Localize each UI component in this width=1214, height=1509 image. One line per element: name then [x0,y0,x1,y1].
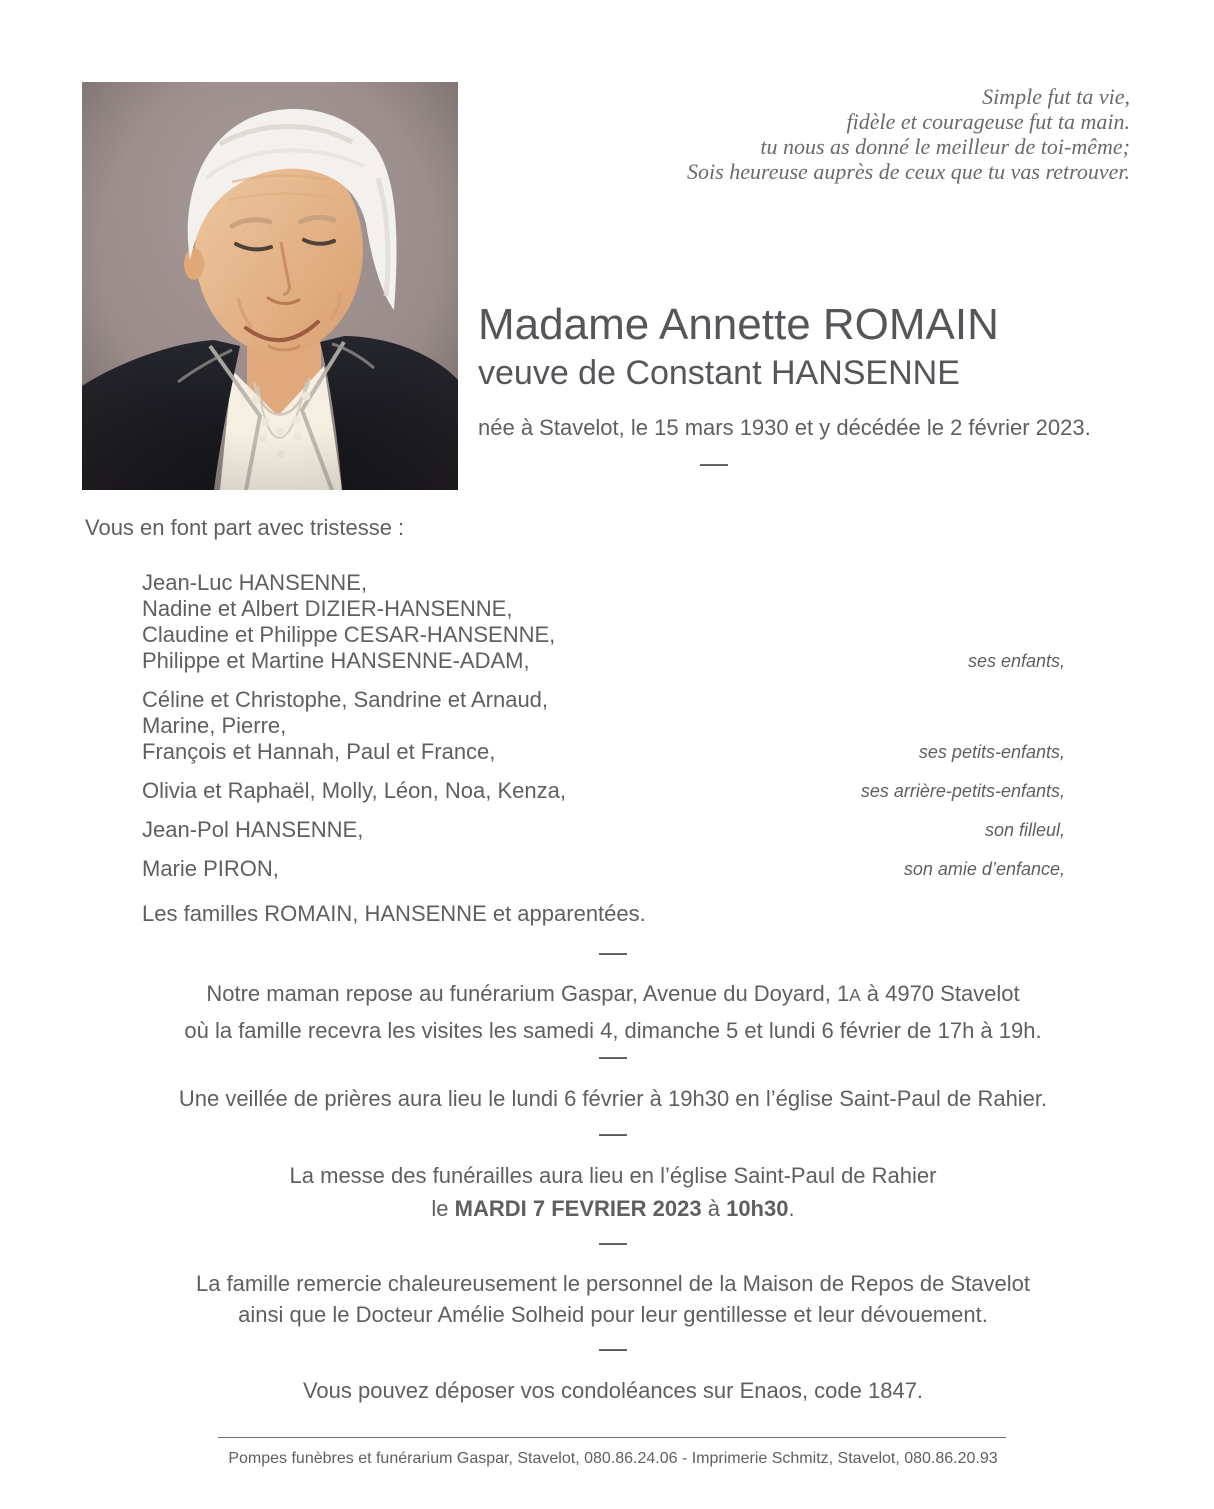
repose-smallcap: A [849,985,861,1005]
repose-line1 [6,981,1214,1008]
family-line: Marine, Pierre, [142,713,287,738]
relation-label: ses petits-enfants, [918,742,1065,762]
family-line: Philippe et Martine HANSENNE-ADAM, [142,648,530,673]
family-line: Nadine et Albert DIZIER-HANSENNE, [142,596,513,621]
messe-line1: La messe des funérailles aura lieu en l’église Saint-Paul de Rahier [289,1163,937,1188]
family-line: Céline et Christophe, Sandrine et Arnaud, [142,687,549,712]
repose-text: Notre maman repose au funérarium Gaspar, Avenue du Doyard, 1 [206,981,850,1006]
family-group-godson [142,817,1065,843]
epitaph [687,84,1130,184]
separator-dash: — [599,1332,627,1363]
family-group-children [142,570,1065,674]
families-line: Les familles ROMAIN, HANSENNE et apparentées. [142,901,646,926]
family-line: Claudine et Philippe CESAR-HANSENNE, [142,622,556,647]
photo-vignette [82,82,458,490]
family-line: François et Hannah, Paul et France, [142,739,496,764]
relation-label: son amie d’enfance, [903,859,1065,879]
footer-text: Pompes funèbres et funérarium Gaspar, Stavelot, 080.86.24.06 - Imprimerie Schmitz, Stavelot, 080.86.20.93 [228,1450,998,1467]
messe-line2 [6,1196,1214,1222]
remerciements-line1: La famille remercie chaleureusement le personnel de la Maison de Repos de Stavelot [195,1271,1031,1296]
deceased-name: Madame Annette ROMAIN [478,300,999,349]
family-list [142,570,1065,895]
separator-dash: — [599,936,627,967]
portrait-photo-image [82,82,458,490]
messe-time: 10h30 [726,1196,789,1221]
relation-label: ses enfants, [967,651,1065,671]
repose-line2: où la famille recevra les visites les samedi 4, dimanche 5 et lundi 6 février de 17h à 19h. [184,1018,1042,1043]
deceased-relation: veuve de Constant HANSENNE [478,354,960,392]
separator-dash: — [700,447,728,478]
remerciements-line2: ainsi que le Docteur Amélie Solheid pour leur gentillesse et leur dévouement. [238,1302,988,1327]
announcement-intro: Vous en font part avec tristesse : [85,515,405,540]
messe-text: à [701,1196,727,1221]
epitaph-line: Simple fut ta vie, [982,84,1130,109]
family-group-great-grandchildren [142,778,1065,804]
family-group-grandchildren [142,687,1065,765]
veillee-line: Une veillée de prières aura lieu le lundi 6 février à 19h30 en l’église Saint-Paul de Rahier. [178,1086,1048,1111]
footer-rule [218,1437,1006,1438]
messe-text: le [431,1196,455,1221]
messe-text: . [788,1196,795,1221]
portrait-photo [82,82,458,490]
family-line: Olivia et Raphaël, Molly, Léon, Noa, Kenza, [142,778,566,803]
relation-label: ses arrière-petits-enfants, [860,781,1065,801]
messe-date: MARDI 7 FEVRIER 2023 [454,1196,702,1221]
family-line: Jean-Luc HANSENNE, [142,570,367,595]
family-group-friend [142,856,1065,882]
family-line: Marie PIRON, [142,856,279,881]
epitaph-line: fidèle et courageuse fut ta main. [846,109,1130,134]
repose-text: à 4970 Stavelot [860,981,1020,1006]
epitaph-line: tu nous as donné le meilleur de toi-même; [760,134,1130,159]
separator-dash: — [599,1040,627,1071]
condoleances-line: Vous pouvez déposer vos condoléances sur Enaos, code 1847. [302,1378,924,1403]
separator-dash: — [599,1117,627,1148]
epitaph-line: Sois heureuse auprès de ceux que tu vas retrouver. [687,159,1130,184]
life-dates: née à Stavelot, le 15 mars 1930 et y décédée le 2 février 2023. [478,415,1091,440]
relation-label: son filleul, [984,820,1065,840]
family-line: Jean-Pol HANSENNE, [142,817,364,842]
separator-dash: — [599,1226,627,1257]
